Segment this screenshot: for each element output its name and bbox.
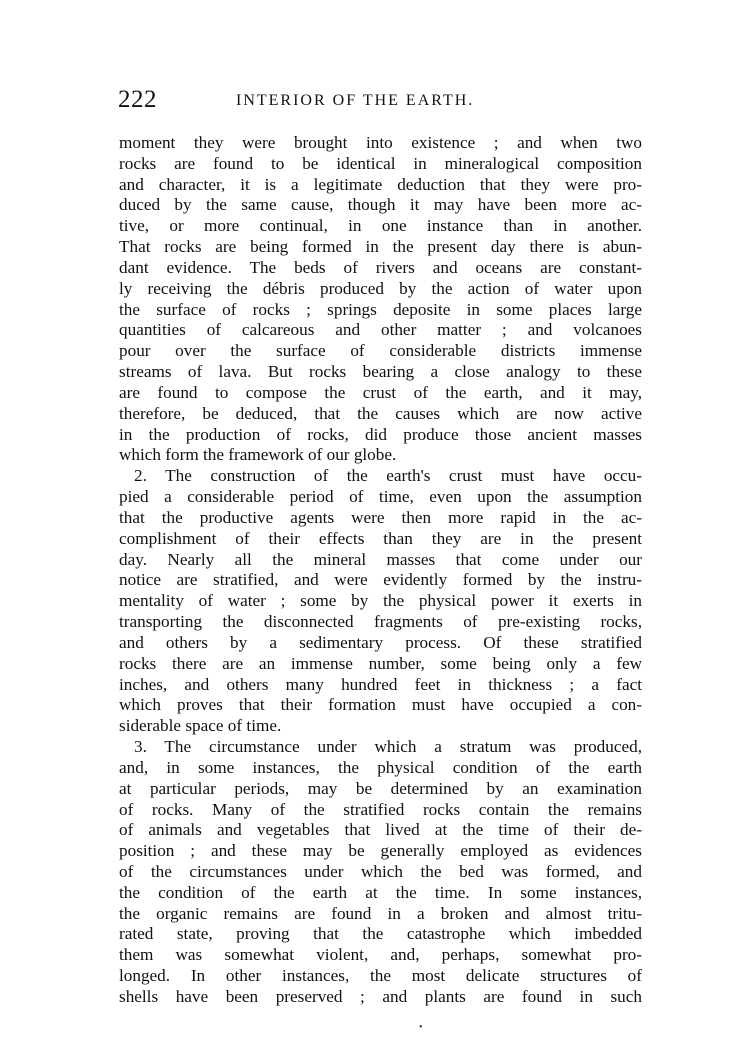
text-line: 2. The construction of the earth's crust must have occu- bbox=[134, 466, 642, 486]
page-header bbox=[118, 86, 658, 118]
text-line: ly receiving the débris produced by the action of water upon bbox=[119, 278, 642, 298]
text-line: streams of lava. But rocks bearing a close analogy to these bbox=[119, 362, 642, 382]
text-line: the condition of the earth at the time. In some instances, bbox=[119, 882, 642, 902]
text-line: mentality of water ; some by the physical power it exerts in bbox=[119, 591, 642, 611]
text-line: pour over the surface of considerable districts immense bbox=[119, 341, 642, 361]
text-line: at particular periods, may be determined by an examination bbox=[119, 778, 642, 798]
text-line: quantities of calcareous and other matter ; and volcanoes bbox=[119, 320, 642, 340]
running-head: INTERIOR OF THE EARTH. bbox=[236, 92, 475, 109]
text-line: and, in some instances, the physical condition of the earth bbox=[119, 757, 642, 777]
text-line: day. Nearly all the mineral masses that come under our bbox=[119, 549, 642, 569]
text-line: rocks there are an immense number, some being only a few bbox=[119, 653, 642, 673]
text-line: that the productive agents were then more rapid in the ac- bbox=[119, 507, 642, 527]
text-line: dant evidence. The beds of rivers and oceans are constant- bbox=[119, 257, 642, 277]
stray-dot-mark: • bbox=[419, 1022, 423, 1033]
text-line: 3. The circumstance under which a stratum was produced, bbox=[134, 737, 642, 757]
page-number: 222 bbox=[118, 86, 157, 113]
text-line: shells have been preserved ; and plants are found in such bbox=[119, 986, 642, 1006]
text-line: the organic remains are found in a broken and almost tritu- bbox=[119, 903, 642, 923]
text-line: longed. In other instances, the most delicate structures of bbox=[119, 966, 642, 986]
text-line: transporting the disconnected fragments of pre-existing rocks, bbox=[119, 612, 642, 632]
text-line: of rocks. Many of the stratified rocks contain the remains bbox=[119, 799, 642, 819]
text-line: notice are stratified, and were evidently formed by the instru- bbox=[119, 570, 642, 590]
text-line: and others by a sedimentary process. Of these stratified bbox=[119, 632, 642, 652]
text-line: them was somewhat violent, and, perhaps, somewhat pro- bbox=[119, 945, 642, 965]
text-line: pied a considerable period of time, even upon the assumption bbox=[119, 487, 642, 507]
text-line: the surface of rocks ; springs deposite in some places large bbox=[119, 299, 642, 319]
text-line: tive, or more continual, in one instance than in another. bbox=[119, 216, 642, 236]
text-line: are found to compose the crust of the earth, and it may, bbox=[119, 382, 642, 402]
text-line: of animals and vegetables that lived at the time of their de- bbox=[119, 820, 642, 840]
text-line: rated state, proving that the catastrophe which imbedded bbox=[119, 924, 642, 944]
text-line: therefore, be deduced, that the causes which are now active bbox=[119, 403, 642, 423]
text-line: in the production of rocks, did produce those ancient masses bbox=[119, 424, 642, 444]
text-line: position ; and these may be generally employed as evidences bbox=[119, 841, 642, 861]
text-line: complishment of their effects than they are in the present bbox=[119, 528, 642, 548]
text-line: which form the framework of our globe. bbox=[119, 445, 397, 465]
text-line: That rocks are being formed in the present day there is abun- bbox=[119, 237, 642, 257]
text-line: inches, and others many hundred feet in thickness ; a fact bbox=[119, 674, 642, 694]
text-line: which proves that their formation must have occupied a con- bbox=[119, 695, 642, 715]
text-line: rocks are found to be identical in mineralogical composition bbox=[119, 153, 642, 173]
text-line: siderable space of time. bbox=[119, 716, 282, 736]
text-line: and character, it is a legitimate deduction that they were pro- bbox=[119, 174, 642, 194]
body-text bbox=[119, 133, 642, 1008]
text-line: duced by the same cause, though it may have been more ac- bbox=[119, 195, 642, 215]
text-line: moment they were brought into existence ; and when two bbox=[119, 133, 642, 152]
text-line: of the circumstances under which the bed was formed, and bbox=[119, 861, 642, 881]
